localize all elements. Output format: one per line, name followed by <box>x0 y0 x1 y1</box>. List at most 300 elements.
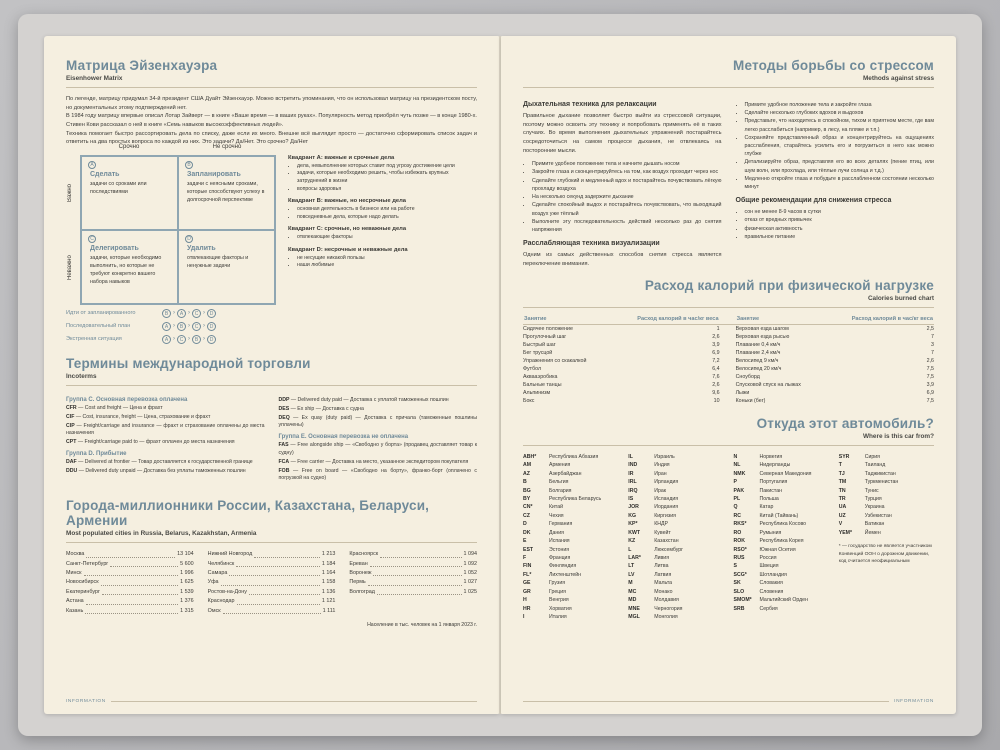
plate-row <box>734 554 829 562</box>
plate-row <box>523 588 618 596</box>
plate-code: TM <box>838 479 847 486</box>
plate-code: AM <box>523 462 532 469</box>
plate-row <box>628 495 723 503</box>
plate-row <box>523 529 618 537</box>
plate-row <box>734 461 829 469</box>
matrix-col-header-urgent: Срочно <box>118 143 140 150</box>
plate-row <box>628 487 723 495</box>
plate-code: KZ <box>628 538 636 545</box>
incoterm-text: — Freight/carriage paid to — фрахт оплачен до места назначения <box>77 439 235 446</box>
plate-country: Казахстан <box>654 538 679 545</box>
plate-country: Дания <box>549 529 564 536</box>
city-value: 5 600 <box>180 560 194 567</box>
plate-code: IS <box>628 496 634 503</box>
plate-code: MNE <box>628 605 640 612</box>
incoterms-group-heading: Группа C. Основная перевозка оплачена <box>66 396 188 403</box>
incoterm-code: DDP <box>278 396 290 403</box>
right-page <box>501 36 956 714</box>
plates-title: Откуда этот автомобиль? <box>756 415 934 431</box>
visualization-step: • Сделайте несколько глубоких вдохов и выдохов <box>745 109 935 117</box>
activity-value: 7,5 <box>926 374 934 381</box>
activity-value: 7,6 <box>712 374 720 381</box>
plate-country: Словакия <box>759 580 783 587</box>
city-row <box>208 588 336 597</box>
flow-node: C <box>192 322 201 331</box>
plate-code: B <box>523 479 527 486</box>
activity-value: 7 <box>931 350 934 357</box>
activity-name: Бальные танцы <box>523 382 562 389</box>
activity-value: 6,4 <box>712 366 720 373</box>
incoterm-row <box>279 468 478 484</box>
plate-code: RKS* <box>733 521 747 528</box>
matrix-cell-b <box>178 156 275 230</box>
city-value: 1 052 <box>463 570 478 577</box>
plate-code: FL* <box>523 571 532 578</box>
table-row <box>523 373 934 381</box>
plate-code: KP* <box>628 521 638 528</box>
stress-left-column <box>523 95 722 268</box>
activity-name: Футбол <box>523 366 542 373</box>
plate-code: M <box>628 580 633 587</box>
general-recommendation: • правильное питание <box>745 233 935 241</box>
flow-node: A <box>177 309 186 318</box>
calories-title: Расход калорий при физической нагрузке <box>644 278 934 294</box>
city-value: 1 025 <box>463 588 478 595</box>
flow-row <box>66 309 477 318</box>
general-recommendations-heading: Общие рекомендации для снижения стресса <box>735 197 892 205</box>
table-row <box>523 397 934 405</box>
calories-header-activity-2: Занятие <box>736 315 801 325</box>
plate-code: GR <box>523 588 531 595</box>
leader-dots <box>85 607 178 614</box>
activity-value: 6,9 <box>926 390 934 397</box>
plate-country: Катар <box>759 504 774 511</box>
general-recommendations <box>736 208 935 241</box>
divider <box>523 307 934 308</box>
plate-row <box>734 520 829 528</box>
city-value: 1 625 <box>180 579 194 586</box>
activity-value: 2,6 <box>712 382 720 389</box>
general-recommendation: • отказ от вредных привычек <box>745 216 935 224</box>
visualization-steps <box>736 101 935 191</box>
leader-dots <box>380 550 461 557</box>
leader-dots <box>110 560 178 567</box>
incoterm-code: CPT <box>66 439 77 446</box>
matrix-marker-d: D <box>185 235 193 243</box>
incoterms-group-heading: Группа D. Прибытие <box>66 450 127 457</box>
quadrant-d-item: • наши любимые <box>297 262 477 270</box>
matrix-marker-b: B <box>185 161 193 169</box>
plate-row <box>839 529 934 537</box>
plate-country: Пакистан <box>759 487 782 494</box>
incoterms-title-en: Incoterms <box>66 372 97 380</box>
plate-row <box>628 605 723 613</box>
plate-country: Венгрия <box>549 597 569 604</box>
table-row <box>523 357 934 365</box>
activity-value: 7,5 <box>926 366 934 373</box>
plate-code: H <box>523 597 527 604</box>
breathing-step: • Сделайте глубокий и медленный вдох и постарайтесь почувствовать лёгкую прохладу воздуха <box>532 177 722 193</box>
city-name: Санкт-Петербург <box>66 560 109 567</box>
flow-node: D <box>207 322 216 331</box>
footer-rule <box>111 701 477 702</box>
plates-column-4 <box>839 453 934 621</box>
plate-country: Узбекистан <box>864 512 892 519</box>
incoterm-row <box>66 459 265 467</box>
city-value: 1 376 <box>180 598 194 605</box>
plate-code: BG <box>523 487 531 494</box>
plate-code: SLO <box>733 588 745 595</box>
eisenhower-intro-2: В 1984 году матрицу впервые описал Лотар Зайверт — в книге «Ваше время — в ваших руках». Популярность метод приобрёл чуть позже — в конце 1980-х. Стивен Кови рассказал о ней в книге «Семь навыков высокоэффективных людей». <box>66 113 477 128</box>
plate-country: Черногория <box>654 605 683 612</box>
city-row <box>349 560 477 569</box>
incoterms-right-column <box>279 393 478 484</box>
plate-row <box>628 520 723 528</box>
matrix-cell-c <box>81 230 178 304</box>
plate-row <box>734 579 829 587</box>
plate-code: IRL <box>628 479 637 486</box>
plate-row <box>523 503 618 511</box>
plate-row <box>839 512 934 520</box>
matrix-cell-d-text: отвлекающие факторы и ненужные задачи <box>187 254 249 269</box>
city-row <box>208 560 336 569</box>
eisenhower-matrix <box>67 143 276 305</box>
plate-country: Туркменистан <box>864 479 899 486</box>
plate-row <box>523 512 618 520</box>
divider <box>66 542 477 543</box>
incoterm-code: CFR <box>66 404 77 411</box>
city-row <box>66 578 194 587</box>
city-value: 1 094 <box>463 551 478 558</box>
breathing-step: • Закройте глаза и сконцентрируйтесь на том, как воздух проходит через нос <box>532 168 722 176</box>
plate-code: PL <box>733 496 741 503</box>
activity-name: Плавание 0,4 км/ч <box>735 342 781 349</box>
incoterm-row <box>66 468 265 476</box>
visualization-step: • Примите удобное положение тела и закройте глаза <box>745 101 935 109</box>
city-name: Омск <box>207 607 221 614</box>
matrix-cell-d <box>178 230 275 304</box>
incoterm-code: CIP <box>66 422 75 429</box>
incoterm-code: DEQ <box>278 414 290 421</box>
plate-row <box>734 495 829 503</box>
breathing-step: • Выполните эту последовательность действий несколько раз до снятия напряжения <box>532 218 722 234</box>
matrix-cell-b-text: задачи с неясными сроками, которые способствуют успеху в долгосрочной перспективе <box>187 180 265 203</box>
plate-country: Монако <box>654 588 673 595</box>
matrix-side-notes <box>284 155 477 305</box>
city-name: Волгоград <box>349 588 375 595</box>
incoterm-code: FOB <box>278 467 290 474</box>
plate-row <box>628 478 723 486</box>
plate-code: LV <box>628 571 635 578</box>
plate-code: RSO* <box>733 546 747 553</box>
activity-name: Бег трусцой <box>523 350 553 357</box>
plate-country: Мальтийский Орден <box>759 597 808 604</box>
activity-name: Велосипед 20 км/ч <box>735 366 782 373</box>
city-value: 1 213 <box>321 551 336 558</box>
calories-title-en: Calories burned chart <box>867 295 934 303</box>
plate-row <box>523 520 618 528</box>
plate-code: IRQ <box>628 487 638 494</box>
incoterm-row <box>279 459 478 467</box>
activity-value: 9,6 <box>712 390 720 397</box>
incoterm-text: — Ex ship — Доставка с судна <box>290 405 364 412</box>
city-row <box>66 560 194 569</box>
plate-code: L <box>628 546 632 553</box>
city-row <box>66 569 194 578</box>
plate-row <box>523 453 618 461</box>
plates-column-3 <box>734 453 829 621</box>
table-row <box>523 365 934 373</box>
plate-country: Норвегия <box>759 453 783 460</box>
quadrant-d-heading: Квадрант D: несрочные и неважные дела <box>288 246 408 253</box>
plate-country: Нидерланды <box>759 462 791 469</box>
plate-code: ABH* <box>523 453 537 460</box>
city-value: 1 996 <box>180 570 194 577</box>
plate-country: Сербия <box>759 605 778 612</box>
city-row <box>349 569 477 578</box>
city-name: Краснодар <box>207 598 235 605</box>
city-value: 1 027 <box>463 579 478 586</box>
incoterm-text: — Freight/carriage and insurance — фрахт и страхование оплачены до места назначения <box>66 422 265 437</box>
plate-country: Италия <box>549 613 567 620</box>
incoterm-row <box>279 442 478 458</box>
quadrant-a-heading: Квадрант A: важные и срочные дела <box>288 154 395 161</box>
plate-code: MGL <box>628 613 640 620</box>
plate-code: SCG* <box>733 571 747 578</box>
plate-row <box>734 562 829 570</box>
incoterms-title: Термины международной торговли <box>66 355 311 371</box>
plate-code: AZ <box>523 470 530 477</box>
leader-dots <box>254 550 320 557</box>
plate-code: HR <box>523 605 531 612</box>
plate-row <box>839 503 934 511</box>
eisenhower-matrix-wrap <box>66 143 477 305</box>
plates-column-1 <box>523 453 618 621</box>
quadrant-b-item: • повседневные дела, которые надо делать <box>297 214 477 222</box>
left-page <box>44 36 499 714</box>
plate-code: UA <box>838 504 847 511</box>
breathing-steps <box>523 160 722 234</box>
plate-country: Лихтенштейн <box>549 571 582 578</box>
activity-name: Верховая езда шагом <box>735 326 789 333</box>
plate-country: Южная Осетия <box>759 546 796 553</box>
matrix-row-header-not-important: Неважно <box>67 255 73 280</box>
matrix-cell-a-title: Сделать <box>90 170 120 178</box>
plate-row <box>734 596 829 604</box>
city-value: 1 315 <box>180 607 194 614</box>
plate-code: I <box>523 613 525 620</box>
city-name: Ростов-на-Дону <box>207 588 247 595</box>
plate-row <box>523 487 618 495</box>
leader-dots <box>86 597 178 604</box>
incoterm-row <box>66 439 265 447</box>
plate-row <box>734 588 829 596</box>
plate-country: Китай <box>549 504 564 511</box>
city-value: 1 111 <box>322 607 336 614</box>
table-row <box>523 381 934 389</box>
plate-code: SMOM* <box>733 597 752 604</box>
plate-country: Киргизия <box>654 512 676 519</box>
activity-value: 6,9 <box>712 350 720 357</box>
stress-title-en: Methods against stress <box>862 75 934 82</box>
plate-country: Грузия <box>549 580 566 587</box>
arrow-icon: › <box>173 310 175 317</box>
city-value: 1 092 <box>463 560 478 567</box>
leader-dots <box>237 597 320 604</box>
table-row <box>523 325 934 334</box>
plate-row <box>839 453 934 461</box>
incoterm-code: FCA <box>278 458 290 465</box>
plate-country: Ватикан <box>864 521 885 528</box>
activity-name: Сноуборд <box>735 374 760 381</box>
footer-rule <box>523 701 889 702</box>
city-name: Самара <box>207 570 228 577</box>
plate-code: NL <box>733 462 741 469</box>
plates-footnote: * — государство не является участником Конвенций ООН о дорожном движении, код считается неофициальным <box>838 544 932 564</box>
incoterm-code: CIF <box>66 413 75 420</box>
plate-row <box>734 571 829 579</box>
plate-code: FIN <box>523 563 532 570</box>
plate-code: T <box>838 462 842 469</box>
table-gap <box>720 315 736 325</box>
breathing-step: • Сделайте спокойный выдох и постарайтесь почувствовать, что выходящий воздух уже тёплый <box>532 201 722 217</box>
plate-country: Исландия <box>654 496 679 503</box>
plate-country: Республика Абхазия <box>549 453 599 460</box>
cities-title: Города-миллионники России, Казахстана, Беларуси, Армении <box>66 498 430 529</box>
plate-country: Иран <box>654 470 667 477</box>
plate-row <box>734 537 829 545</box>
city-name: Челябинск <box>207 560 235 567</box>
plate-country: Румыния <box>759 529 782 536</box>
arrow-icon: › <box>203 310 205 317</box>
activity-name: Верховая езда рысью <box>735 334 790 341</box>
plate-country: Азербайджан <box>549 470 582 477</box>
plate-row <box>839 470 934 478</box>
plate-code: NMK <box>733 470 746 477</box>
activity-value: 3,9 <box>712 342 720 349</box>
divider <box>523 445 934 446</box>
plate-country: Эстония <box>549 546 570 553</box>
city-name: Казань <box>66 607 84 614</box>
plate-country: Тунис <box>864 487 879 494</box>
incoterms-left-column <box>66 393 265 484</box>
incoterm-code: DES <box>278 405 290 412</box>
plate-country: Мальта <box>654 580 673 587</box>
calories-table <box>523 315 934 406</box>
plate-row <box>523 537 618 545</box>
plate-row <box>523 605 618 613</box>
plate-code: MD <box>628 597 637 604</box>
flow-node: C <box>177 335 186 344</box>
cities-title-en: Most populated cities in Russia, Belarus, Kazakhstan, Armenia <box>66 530 257 538</box>
plate-row <box>628 579 723 587</box>
plate-row <box>628 453 723 461</box>
plate-row <box>628 512 723 520</box>
arrow-icon: › <box>188 323 190 330</box>
visualization-step: • Детализируйте образ, представляя его во всех деталях (пение птиц, или шум волн, или прохлада, или тёплые лучи солнца и т.д.) <box>745 158 935 174</box>
plate-country: Индия <box>654 462 670 469</box>
cities-note: Население в тыс. человек на 1 января 2023 г. <box>367 622 477 629</box>
incoterm-row <box>279 415 478 431</box>
cities-column-1 <box>66 550 194 616</box>
flow-node: B <box>177 322 186 331</box>
plate-country: Литва <box>654 563 669 570</box>
activity-name: Быстрый шаг <box>523 342 556 349</box>
visualization-step: • Представьте, что находитесь в спокойном, тихом и приятном месте, где вам легко расслабиться (например, в лесу, на пляже и т.п.) <box>745 117 935 133</box>
city-row <box>349 578 477 587</box>
plate-code: S <box>733 563 737 570</box>
plates-title-en: Where is this car from? <box>862 432 934 440</box>
plate-code: UZ <box>838 512 846 519</box>
activity-name: Плавание 2,4 км/ч <box>735 350 781 357</box>
city-row <box>66 588 194 597</box>
plate-code: MC <box>628 588 637 595</box>
leader-dots <box>368 578 462 585</box>
plate-country: Республика Беларусь <box>549 496 602 503</box>
plate-row <box>839 495 934 503</box>
city-value: 1 539 <box>180 588 194 595</box>
plate-row <box>628 571 723 579</box>
eisenhower-flows <box>66 309 477 344</box>
plate-row <box>734 470 829 478</box>
plate-row <box>628 529 723 537</box>
plate-code: GE <box>523 580 531 587</box>
activity-name: Сидячее положение <box>523 326 573 333</box>
city-name: Минск <box>66 570 82 577</box>
incoterm-code: DAF <box>66 458 77 465</box>
plate-country: Ирландия <box>654 479 679 486</box>
activity-name: Прогулочный шаг <box>523 334 567 341</box>
plate-country: Греция <box>549 588 566 595</box>
quadrant-b-heading: Квадрант B: важные, но несрочные дела <box>288 198 407 205</box>
plate-country: Ирак <box>654 487 667 494</box>
activity-name: Упражнения со скакалкой <box>523 358 587 365</box>
plate-code: KWT <box>628 529 641 536</box>
plate-country: Португалия <box>759 479 788 486</box>
plate-country: Ливия <box>654 554 670 561</box>
footer-label: INFORMATION <box>894 699 934 704</box>
visualization-step: • Сохраняйте представленный образ и концентрируйтесь на ощущениях расслабления, старайтесь усилить его и погрузиться в него как можно глубже <box>745 134 935 159</box>
city-name: Красноярск <box>349 551 379 558</box>
arrow-icon: › <box>173 323 175 330</box>
incoterm-code: DDU <box>66 467 78 474</box>
city-name: Пермь <box>349 579 366 586</box>
plate-country: Чехия <box>549 512 564 519</box>
plate-country: Люксембург <box>654 546 684 553</box>
plate-row <box>523 495 618 503</box>
eisenhower-intro-3: Техника помогает быстро рассортировать дела по списку, даже если их много. Внешне всё выглядит просто — достаточно сформировать список задач и ответить на два простых вопроса по каждой из них. Это задачи? Да/Нет. Это срочно? Да/Нет <box>66 130 477 146</box>
matrix-row-header-important: Важно <box>67 183 73 202</box>
visualization-text: Одним из самых действенных способов снятия стресса является переключение внимания. <box>523 252 722 267</box>
plate-code: LAR* <box>628 554 641 561</box>
leader-dots <box>373 569 461 576</box>
matrix-cell-d-title: Удалить <box>187 244 216 252</box>
stress-title: Методы борьбы со стрессом <box>733 58 934 73</box>
plate-code: CN* <box>523 504 533 511</box>
plate-code: JOR <box>628 504 639 511</box>
quadrant-a-item: • задачи, которые необходимо решить, чтобы избежать крупных затруднений в жизни <box>297 170 477 185</box>
plate-country: Словения <box>759 588 784 595</box>
footer-label: INFORMATION <box>66 699 106 704</box>
plate-country: Хорватия <box>549 605 572 612</box>
leader-dots <box>377 588 462 595</box>
city-name: Астана <box>66 598 84 605</box>
activity-value: 1 <box>716 326 720 333</box>
city-value: 13 104 <box>177 551 194 558</box>
city-value: 1 121 <box>321 598 336 605</box>
plate-country: Молдавия <box>654 597 679 604</box>
activity-name: Коньки (бег) <box>735 398 766 405</box>
